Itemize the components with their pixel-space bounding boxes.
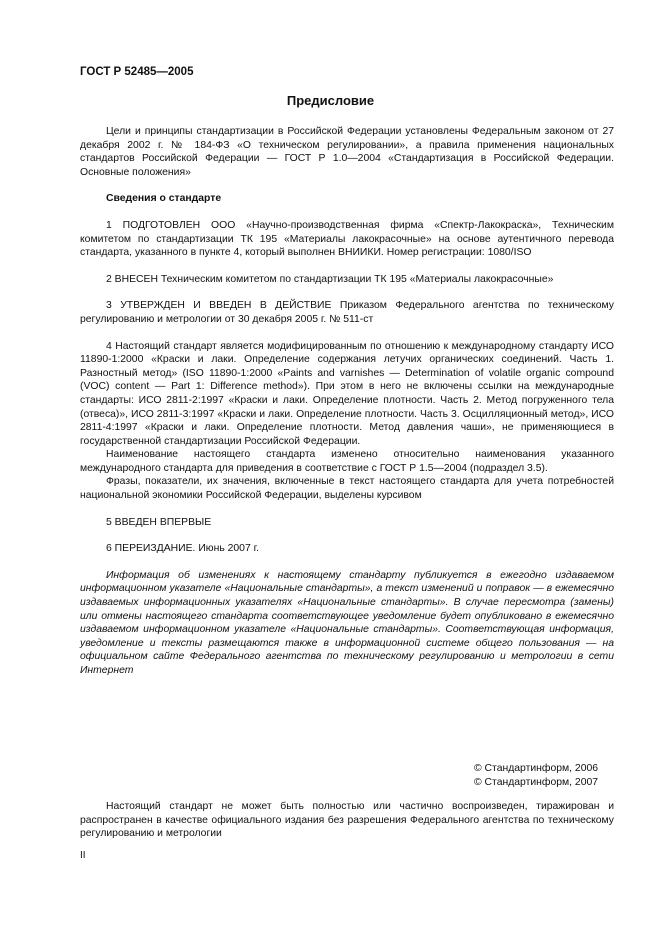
item-4-name-change: Наименование настоящего стандарта изменено относительно наименования указанного международного стандарта для приведения в соответствие с ГОСТ Р 1.5—2004 (подраздел 3.5). [80,449,614,474]
intro-paragraph: Цели и принципы стандартизации в Российской Федерации установлены Федеральным законом от 27 декабря 2002 г. № 184-ФЗ «О техническом регулировании», а правила применения национальных стандартов Российской Федерации — ГОСТ Р 1.0—2004 «Стандартизация в Российской Федерации. Основные положения» [80,126,614,178]
item-3: 3 УТВЕРЖДЕН И ВВЕДЕН В ДЕЙСТВИЕ Приказом Федерального агентства по техническому регулированию и метрологии от 30 декабря 2005 г. № 511-ст [80,300,614,325]
standard-number: ГОСТ Р 52485—2005 [80,66,194,78]
item-2: 2 ВНЕСЕН Техническим комитетом по стандартизации ТК 195 «Материалы лакокрасочные» [106,273,554,285]
copyright-line-2: © Стандартинформ, 2007 [474,777,599,788]
reproduction-notice: Настоящий стандарт не может быть полностью или частично воспроизведен, тиражирован и распространен в качестве официального издания без разрешения Федерального агентства по техническому регулированию и метрологии [80,801,614,840]
item-1: 1 ПОДГОТОВЛЕН ООО «Научно-производственная фирма «Спектр-Лакокраска», Техническим комитетом по стандартизации ТК 195 «Материалы лакокрасочные» на основе аутентичного перевода стандарта, указанного в пункте 4, который выполнен ВНИИКИ. Номер регистрации: 1080/ISO [80,219,614,259]
info-notice: Информация об изменениях к настоящему стандарту публикуется в ежегодно издаваемом информационном указателе «Национальные стандарты», а текст изменений и поправок — в ежемесячно издаваемых информационных указателях «Национальные стандарты». В случае пересмотра (замены) или отмены настоящего стандарта соответствующее уведомление будет опубликовано в ежемесячно издаваемом информационном указателе «Национальные стандарты». Соответствующая информация, уведомление и тексты размещаются также в информационной системе общего пользования — на официальном сайте Федерального агентства по техническому регулированию и метрологии в сети Интернет [80,569,614,676]
copyright-line-1: © Стандартинформ, 2006 [474,763,599,774]
foreword-body [80,125,614,678]
item-4: 4 Настоящий стандарт является модифицированным по отношению к международному стандарту ИСО 11890-1:2000 «Краски и лаки. Определение содержания летучих органических соединений. Часть 1. Разностный метод» (ISO 11890-1:2000 «Paints and varnishes — Determination of volatile organic compound (VOC) content — Part 1: Difference method»). При этом в него не включены ссылки на международные стандарты: ИСО 2811-2:1997 «Краски и лаки. Определение плотности. Часть 2. Метод погруженного тела (отвеса)», ИСО 2811-3:1997 «Краски и лаки. Определение плотности. Часть 3. Осцилляционный метод», ИСО 2811-4:1997 «Краски и лаки. Определение плотности. Метод давления чаши», не применяющиеся в государственной стандартизации Российской Федерации. [80,340,614,447]
page-number: II [80,850,86,861]
item-5: 5 ВВЕДЕН ВПЕРВЫЕ [106,516,212,528]
copyright-block [474,762,624,790]
item-6: 6 ПЕРЕИЗДАНИЕ. Июнь 2007 г. [106,543,260,555]
section-heading: Сведения о стандарте [106,193,222,205]
page-title: Предисловие [286,93,375,108]
reproduction-notice-block [80,800,614,841]
item-4-phrases: Фразы, показатели, их значения, включенные в текст настоящего стандарта для учета потребностей национальной экономики Российской Федерации, выделены курсивом [80,476,614,502]
